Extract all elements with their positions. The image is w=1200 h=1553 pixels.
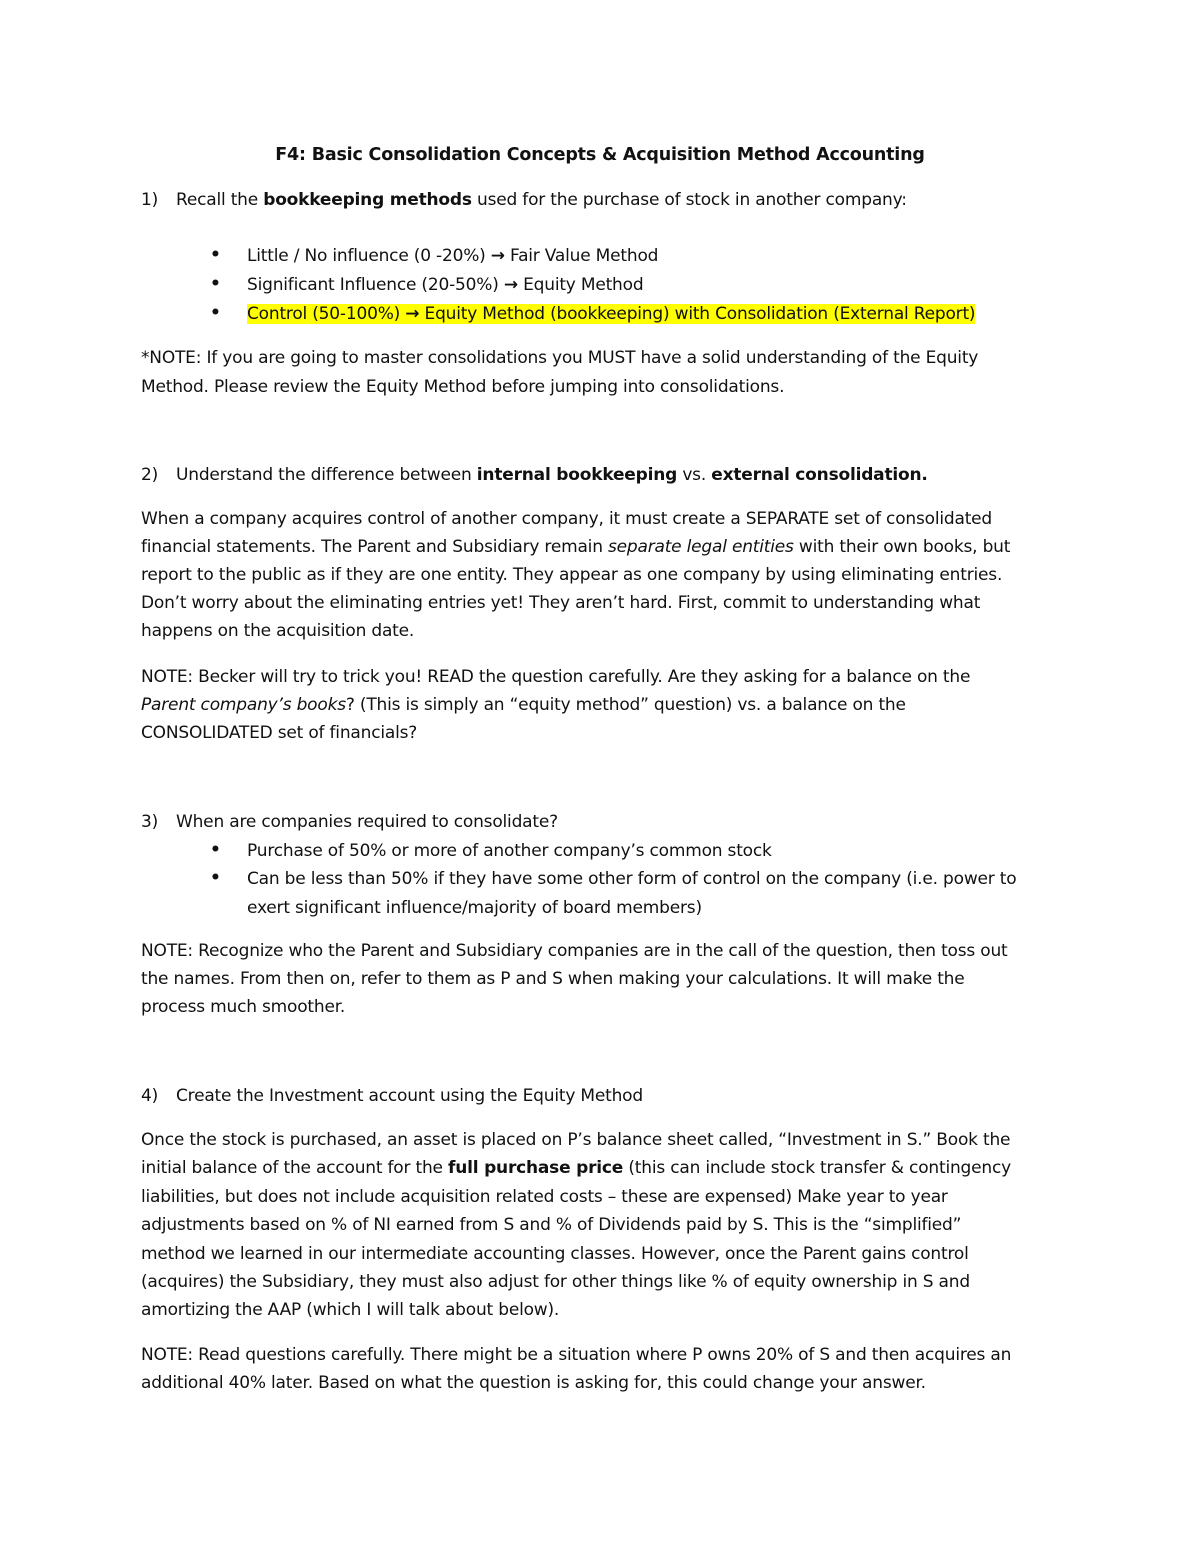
section-number: 4) [141, 1086, 159, 1106]
note-text: the names. From then on, refer to them as P and S when making your calculations. It will make the [141, 969, 965, 989]
document-page: F4: Basic Consolidation Concepts & Acquisition Method Accounting 1) Recall the bookkeeping methods used for the purchase of stock in another company: • Little / No influence (0 -20%) → Fair Value Method • Significant Influence (20-50%) → Equity Method • Control (50-100%) → Equity Method (bookkeeping) with Consolidation (External Report) *NOTE: If you are going to master consolidations you MUST have a solid understanding of the Equity Method. Please review the Equity Method before jumping into consolidations. 2) Understand the difference between internal bookkeeping vs. external consolidation. When a company acquires control of another company, it must create a SEPARATE set of consolidated financial statements. The Parent and Subsidiary remain separate legal entities with their own books, but report to the public as if they are one entity. They appear as one company by using eliminating entries. Don’t worry about the eliminating entries yet! They aren’t hard. First, commit to understanding what happens on the acquisition date. NOTE: Becker will try to trick you! READ the question carefully. Are they asking for a balance on the Parent company’s books? (This is simply an “equity method” question) vs. a balance on the CONSOLIDATED set of financials? 3) When are companies required to consolidate? • Purchase of 50% or more of another company’s common stock • Can be less than 50% if they have some other form of control on the company (i.e. power to exert significant influence/majority of board members) NOTE: Recognize who the Parent and Subsidiary companies are in the call of the question, then toss out the names. From then on, refer to them as P and S when making your calculations. It will make the process much smoother. 4) Create the Investment account using the Equity Method Once the stock is purchased, an asset is placed on P’s balance sheet called, “Investment in S.” Book the initial balance of the account for the full purchase price (this can include stock transfer & contingency liabilities, but does not include acquisition related costs – these are expensed) Make year to year adjustments based on % of NI earned from S and % of Dividends paid by S. This is the “simplified” method we learned in our intermediate accounting classes. However, once the Parent gains control (acquires) the Subsidiary, they must also adjust for other things like % of equity ownership in S and amortizing the AAP (which I will talk about below). NOTE: Read questions carefully. There might be a situation where P owns 20% of S and then acquires an additional 40% later. Based on what the question is asking for, this could change your answer. [0, 0, 1200, 1553]
section-1-heading: 1) Recall the bookkeeping methods used for the purchase of stock in another company: [141, 190, 907, 210]
bullet-icon: • [210, 245, 221, 265]
section-number: 2) [141, 465, 159, 485]
note-text: NOTE: Read questions carefully. There might be a situation where P owns 20% of S and then acquires an [141, 1345, 1012, 1365]
right-arrow-icon: → [405, 304, 420, 324]
note-text: additional 40% later. Based on what the question is asking for, this could change your answer. [141, 1373, 926, 1393]
paragraph-line: initial balance of the account for the full purchase price (this can include stock transfer & contingency [141, 1158, 1011, 1178]
right-arrow-icon: → [490, 246, 505, 266]
paragraph-line: liabilities, but does not include acquisition related costs – these are expensed) Make year to year [141, 1187, 948, 1207]
paragraph-line: adjustments based on % of NI earned from S and % of Dividends paid by S. This is the “simplified” [141, 1215, 962, 1235]
paragraph-line: report to the public as if they are one entity. They appear as one company by using eliminating entries. [141, 565, 1003, 585]
paragraph-line: (acquires) the Subsidiary, they must also adjust for other things like % of equity ownership in S and [141, 1272, 970, 1292]
bullet-icon: • [210, 303, 221, 323]
right-arrow-icon: → [503, 275, 518, 295]
note-text: CONSOLIDATED set of financials? [141, 723, 418, 743]
paragraph-line: method we learned in our intermediate accounting classes. However, once the Parent gains control [141, 1244, 969, 1264]
note-text: NOTE: Recognize who the Parent and Subsidiary companies are in the call of the question, then toss out [141, 941, 1008, 961]
section-number: 1) [141, 190, 159, 210]
note-text: NOTE: Becker will try to trick you! READ the question carefully. Are they asking for a balance on the [141, 667, 971, 687]
note-text: Parent company’s books? (This is simply an “equity method” question) vs. a balance on the [141, 695, 906, 715]
paragraph-line: Once the stock is purchased, an asset is placed on P’s balance sheet called, “Investment in S.” Book the [141, 1130, 1011, 1150]
bullet-icon: • [210, 868, 221, 888]
paragraph-line: happens on the acquisition date. [141, 621, 415, 641]
paragraph-line: amortizing the AAP (which I will talk about below). [141, 1300, 560, 1320]
note-text: process much smoother. [141, 997, 346, 1017]
note-text: *NOTE: If you are going to master consolidations you MUST have a solid understanding of the Equity [141, 348, 979, 368]
paragraph-line: Don’t worry about the eliminating entries yet! They aren’t hard. First, commit to understanding what [141, 593, 981, 613]
section-2-heading: 2) Understand the difference between internal bookkeeping vs. external consolidation. [141, 465, 928, 485]
section-3-heading: 3) When are companies required to consolidate? [141, 812, 558, 832]
bullet-icon: • [210, 274, 221, 294]
paragraph-line: When a company acquires control of another company, it must create a SEPARATE set of consolidated [141, 509, 993, 529]
paragraph-line: financial statements. The Parent and Subsidiary remain separate legal entities with their own books, but [141, 537, 1011, 557]
section-number: 3) [141, 812, 159, 832]
page-title: F4: Basic Consolidation Concepts & Acquisition Method Accounting [275, 145, 925, 165]
section-4-heading: 4) Create the Investment account using the Equity Method [141, 1086, 643, 1106]
note-text: Method. Please review the Equity Method before jumping into consolidations. [141, 377, 785, 397]
bullet-icon: • [210, 840, 221, 860]
